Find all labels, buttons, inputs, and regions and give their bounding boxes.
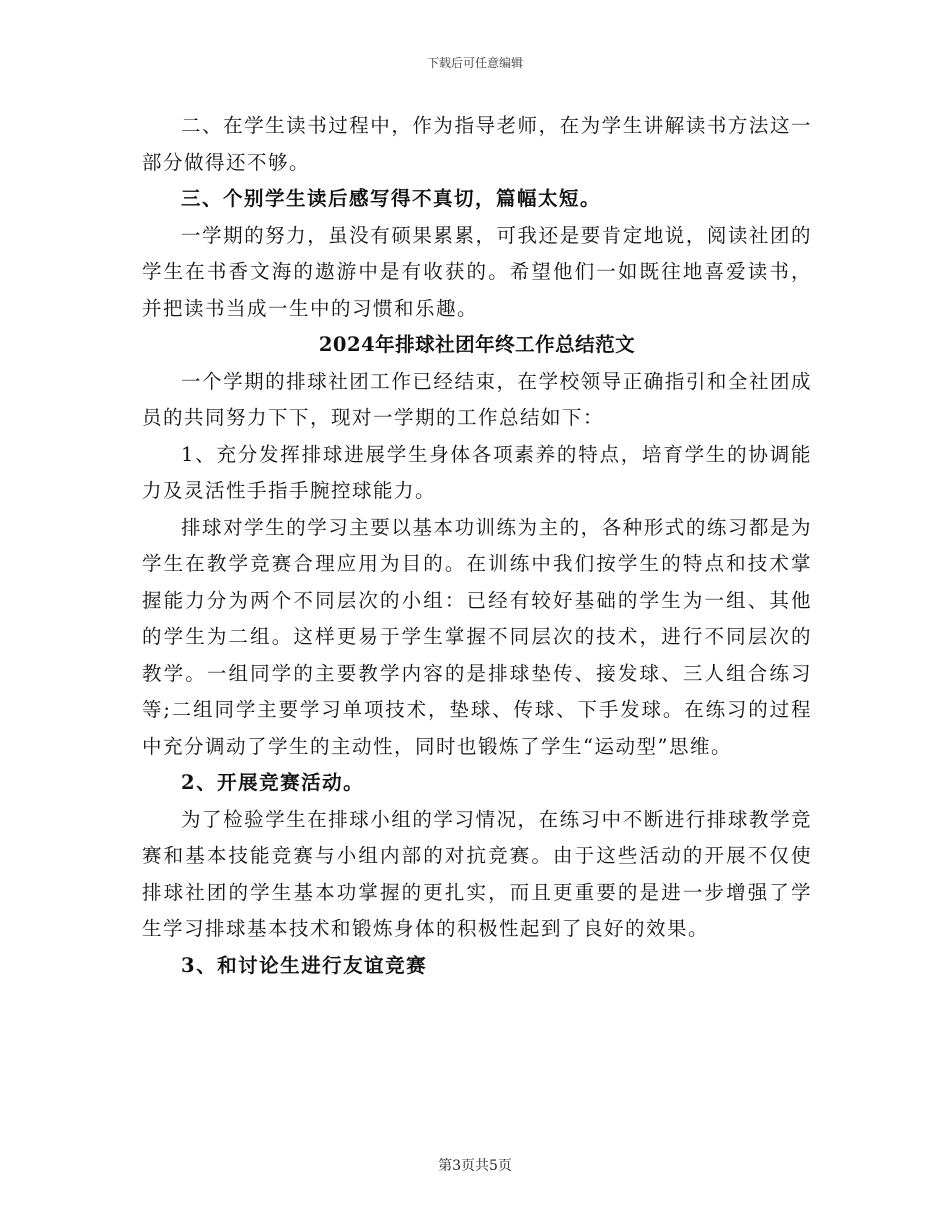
heading-point-two: 2、开展竞赛活动。	[181, 771, 365, 794]
page-header: 下载后可任意编辑	[426, 56, 523, 70]
section-title: 2024年排球社团年终工作总结范文	[318, 333, 636, 356]
paragraph-semester-conclusion: 一学期的努力，虽没有硕果累累，可我还是要肯定地说，阅读社团的学生在书香文海的遨游中是有收获的。希望他们一如既往地喜爱读书，并把读书当成一生中的习惯和乐趣。	[142, 223, 812, 320]
paragraph-reading-guidance: 二、在学生读书过程中，作为指导老师，在为学生讲解读书方法这一部分做得还不够。	[142, 114, 812, 174]
page-footer: 第3页共5页	[438, 1158, 512, 1174]
paragraph-introduction: 一个学期的排球社团工作已经结束，在学校领导正确指引和全社团成员的共同努力下下，现对一学期的工作总结如下：	[142, 369, 812, 429]
paragraph-point-one: 1、充分发挥排球进展学生身体各项素养的特点，培育学生的协调能力及灵活性手指手腕控球能力。	[142, 442, 812, 502]
document-body	[142, 108, 812, 984]
paragraph-training-details: 排球对学生的学习主要以基本功训练为主的，各种形式的练习都是为学生在教学竞赛合理应用为目的。在训练中我们按学生的特点和技术掌握能力分为两个不同层次的小组：已经有较好基础的学生为一组、其他的学生为二组。这样更易于学生掌握不同层次的技术，进行不同层次的教学。一组同学的主要教学内容的是排球垫传、接发球、三人组合练习等;二组同学主要学习单项技术，垫球、传球、下手发球。在练习的过程中充分调动了学生的主动性，同时也锻炼了学生“运动型”思维。	[142, 515, 812, 758]
paragraph-competitions: 为了检验学生在排球小组的学习情况，在练习中不断进行排球教学竞赛和基本技能竞赛与小组内部的对抗竞赛。由于这些活动的开展不仅使排球社团的学生基本功掌握的更扎实，而且更重要的是进一步增强了学生学习排球基本技术和锻炼身体的积极性起到了良好的效果。	[142, 807, 812, 940]
heading-point-three-friendly: 3、和讨论生进行友谊竞赛	[181, 953, 428, 977]
heading-point-three: 三、个别学生读后感写得不真切，篇幅太短。	[181, 187, 602, 210]
